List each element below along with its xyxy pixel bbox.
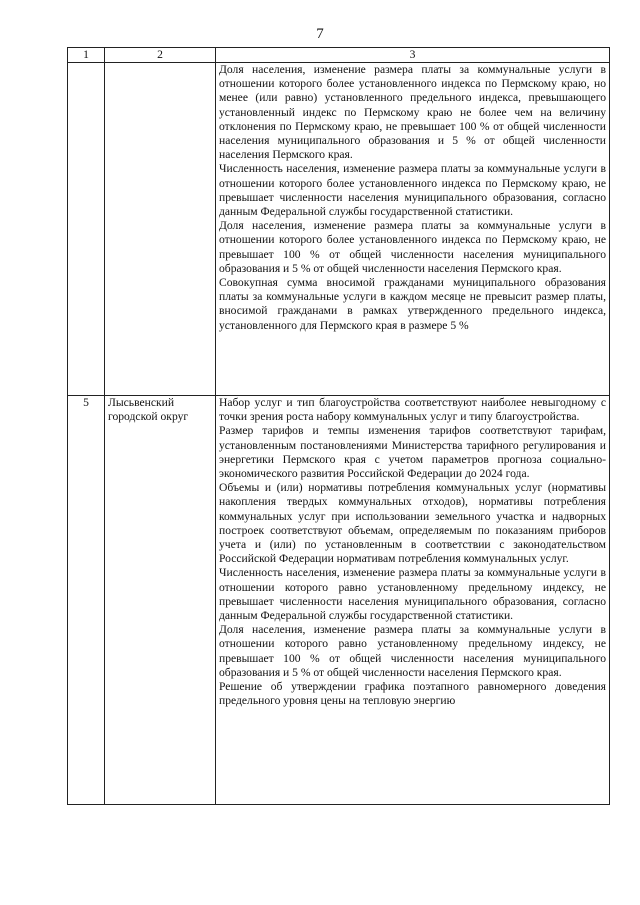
parameters-cell: [216, 63, 610, 396]
paragraph: Численность населения, изменение размера платы за коммунальные услуги в отношении которого равно установленному предельному индексу, не превышает численности населения муниципального образования, согласно данным Федеральной службы государственной статистики.: [219, 566, 606, 623]
paragraph: Доля населения, изменение размера платы за коммунальные услуги в отношении которого равно установленному предельному индексу, не превышает 100 % от общей численности населения муниципального образования и 5 % от общей численности населения Пермского края.: [219, 623, 606, 679]
municipality-name-cell: Лысьвенский городской округ: [105, 396, 216, 805]
column-header-parameters: 3: [216, 48, 610, 63]
table-row: [68, 63, 610, 396]
paragraph: Объемы и (или) нормативы потребления коммунальных услуг (нормативы накопления твердых коммунальных отходов), нормативы потребления коммунальных услуг при использовании земельного участка и надворных построек соответствуют объемам, определяемым по показаниям приборов учета и (или) по установленным в соответствии с законодательством Российской Федерации нормативам потребления коммунальных услуг.: [219, 481, 606, 566]
paragraph: Доля населения, изменение размера платы за коммунальные услуги в отношении которого более установленного индекса по Пермскому краю, не превышает 100 % от общей численности населения муниципального образования и 5 % от общей численности населения Пермского края.: [219, 219, 606, 275]
table-row: [68, 396, 610, 805]
row-number-cell: 5: [68, 396, 105, 805]
paragraph: Решение об утверждении графика поэтапного равномерного доведения предельного уровня цены на тепловую энергию: [219, 680, 606, 708]
paragraph: Размер тарифов и темпы изменения тарифов соответствуют тарифам, установленным постановлениями Министерства тарифного регулирования и энергетики Пермского края с учетом параметров прогноза социально-экономического развития Российской Федерации до 2024 года.: [219, 424, 606, 481]
row-number-cell: [68, 63, 105, 396]
page-number: 7: [316, 26, 324, 42]
indices-table: [67, 47, 610, 805]
column-header-municipality: 2: [105, 48, 216, 63]
table-header-row: [68, 48, 610, 63]
paragraph: Набор услуг и тип благоустройства соответствуют наиболее невыгодному с точки зрения роста набору коммунальных услуг и типу благоустройства.: [219, 396, 606, 424]
municipality-name-cell: [105, 63, 216, 396]
paragraph: Совокупная сумма вносимой гражданами муниципального образования платы за коммунальные услуги в каждом месяце не превысит размер платы, вносимой гражданами в рамках утвержденного предельного индекса, установленного для Пермского края в размере 5 %: [219, 276, 606, 332]
paragraph: Численность населения, изменение размера платы за коммунальные услуги в отношении которого более установленного индекса по Пермскому краю, не превышает численности населения муниципального образования, согласно данным Федеральной службы государственной статистики.: [219, 162, 606, 219]
paragraph: Доля населения, изменение размера платы за коммунальные услуги в отношении которого более установленного индекса по Пермскому краю, но менее (или равно) установленного предельного индекса, превышающего установленный индекс по Пермскому краю не более чем на величину отклонения по Пермскому краю, не превышает 100 % от общей численности населения муниципального образования и 5 % от общей численности населения Пермского края.: [219, 63, 606, 162]
column-header-number: 1: [68, 48, 105, 63]
parameters-cell: [216, 396, 610, 805]
